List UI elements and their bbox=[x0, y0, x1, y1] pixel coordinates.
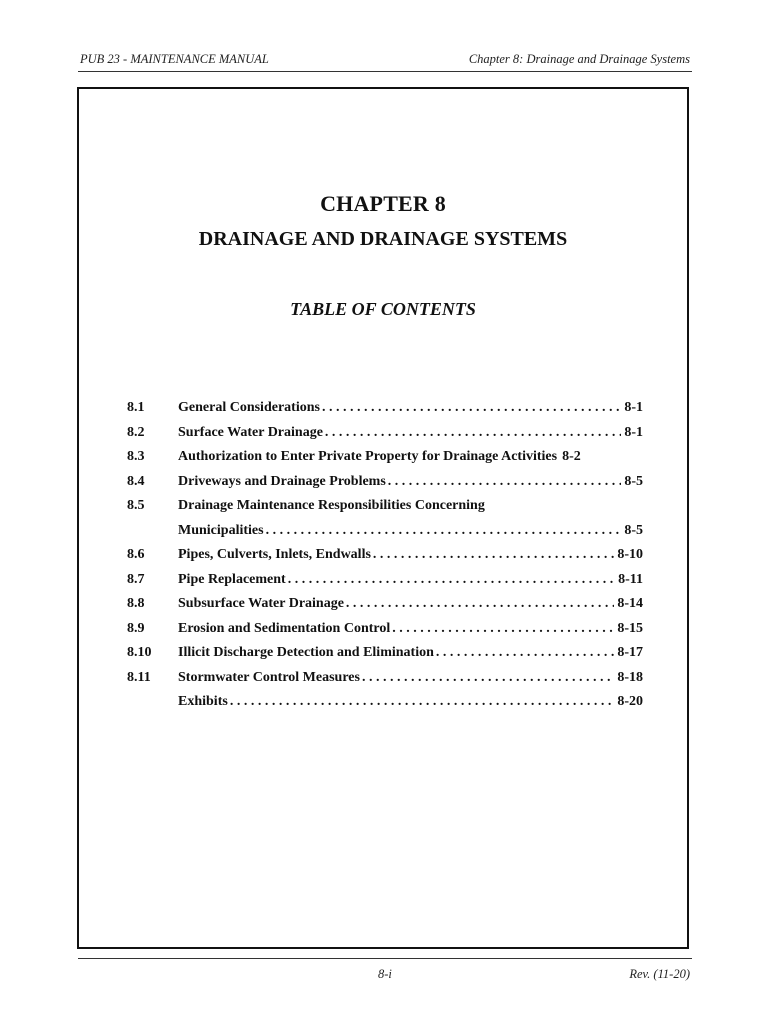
toc-section-number: 8.7 bbox=[127, 571, 145, 587]
toc-row-8-1[interactable] bbox=[127, 396, 643, 421]
toc-section-title: Pipe Replacement bbox=[178, 571, 286, 587]
toc-section-title: Driveways and Drainage Problems bbox=[178, 473, 386, 489]
toc-section-number: 8.10 bbox=[127, 645, 152, 660]
footer-rule bbox=[78, 958, 692, 959]
toc-section-number: 8.1 bbox=[127, 400, 145, 415]
toc-dot-leader bbox=[388, 470, 622, 495]
toc-page-number: 8-11 bbox=[618, 571, 643, 587]
toc-row-8-5-continued[interactable] bbox=[127, 519, 643, 544]
toc-section-number: 8.11 bbox=[127, 669, 151, 685]
toc-row-8-7[interactable] bbox=[127, 568, 643, 593]
toc-page-number: 8-2 bbox=[562, 449, 581, 464]
toc-row-8-9[interactable] bbox=[127, 617, 643, 642]
toc-section-title: Stormwater Control Measures bbox=[178, 669, 360, 685]
toc-section-title: Municipalities bbox=[178, 522, 264, 538]
page-number: 8-i bbox=[378, 967, 392, 981]
toc-row-8-6[interactable] bbox=[127, 543, 643, 568]
toc-page-number: 8-17 bbox=[617, 645, 643, 660]
toc-section-number: 8.8 bbox=[127, 596, 145, 611]
toc-row-8-4[interactable] bbox=[127, 470, 643, 495]
toc-row-8-3[interactable] bbox=[127, 445, 643, 470]
toc-dot-leader bbox=[230, 690, 615, 715]
toc-dot-leader bbox=[362, 666, 614, 691]
toc-dot-leader bbox=[373, 543, 614, 568]
toc-dot-leader bbox=[288, 568, 615, 593]
toc-page-number: 8-1 bbox=[624, 424, 643, 440]
toc-section-title: Exhibits bbox=[178, 694, 228, 709]
toc-dot-leader bbox=[322, 396, 621, 421]
toc-section-title: Illicit Discharge Detection and Elimination bbox=[178, 645, 434, 660]
chapter-title-frame bbox=[77, 87, 689, 949]
toc-row-8-5[interactable] bbox=[127, 494, 643, 519]
toc-dot-leader bbox=[266, 519, 622, 544]
toc-row-8-2[interactable] bbox=[127, 421, 643, 446]
running-header-manual-title: PUB 23 - MAINTENANCE MANUAL bbox=[80, 52, 269, 66]
toc-dot-leader bbox=[346, 592, 614, 617]
toc-row-8-10[interactable] bbox=[127, 641, 643, 666]
toc-dot-leader bbox=[436, 641, 614, 666]
toc-section-title: Subsurface Water Drainage bbox=[178, 596, 344, 611]
table-of-contents bbox=[127, 396, 643, 715]
toc-section-title: Pipes, Culverts, Inlets, Endwalls bbox=[178, 547, 371, 562]
toc-page-number: 8-10 bbox=[617, 547, 643, 562]
toc-row-exhibits[interactable] bbox=[127, 690, 643, 715]
chapter-title: DRAINAGE AND DRAINAGE SYSTEMS bbox=[198, 228, 568, 250]
toc-page-number: 8-15 bbox=[617, 620, 643, 636]
toc-section-number: 8.6 bbox=[127, 547, 145, 562]
toc-page-number: 8-14 bbox=[617, 596, 643, 611]
header-rule bbox=[78, 71, 692, 72]
toc-row-8-8[interactable] bbox=[127, 592, 643, 617]
toc-dot-leader bbox=[325, 421, 621, 446]
toc-page-number: 8-5 bbox=[624, 473, 643, 489]
toc-section-number: 8.4 bbox=[127, 473, 145, 489]
toc-section-number: 8.9 bbox=[127, 620, 145, 636]
running-header-chapter-title: Chapter 8: Drainage and Drainage Systems bbox=[468, 52, 690, 66]
toc-page-number: 8-18 bbox=[617, 669, 643, 685]
toc-section-title: Erosion and Sedimentation Control bbox=[178, 620, 391, 636]
toc-section-title: General Considerations bbox=[178, 400, 320, 415]
toc-section-number: 8.2 bbox=[127, 424, 145, 440]
toc-row-8-11[interactable] bbox=[127, 666, 643, 691]
toc-dot-leader bbox=[392, 617, 614, 642]
chapter-number: CHAPTER 8 bbox=[320, 191, 446, 216]
toc-section-title: Surface Water Drainage bbox=[178, 424, 323, 440]
toc-section-title: Authorization to Enter Private Property for Drainage Activities bbox=[178, 449, 558, 464]
toc-section-title: Drainage Maintenance Responsibilities Concerning bbox=[178, 498, 485, 513]
toc-section-number: 8.3 bbox=[127, 449, 145, 464]
toc-page-number: 8-20 bbox=[617, 694, 643, 709]
revision-date: Rev. (11-20) bbox=[629, 967, 690, 981]
toc-heading: TABLE OF CONTENTS bbox=[290, 299, 476, 319]
toc-page-number: 8-5 bbox=[624, 522, 643, 538]
toc-section-number: 8.5 bbox=[127, 498, 145, 513]
toc-page-number: 8-1 bbox=[624, 400, 643, 415]
